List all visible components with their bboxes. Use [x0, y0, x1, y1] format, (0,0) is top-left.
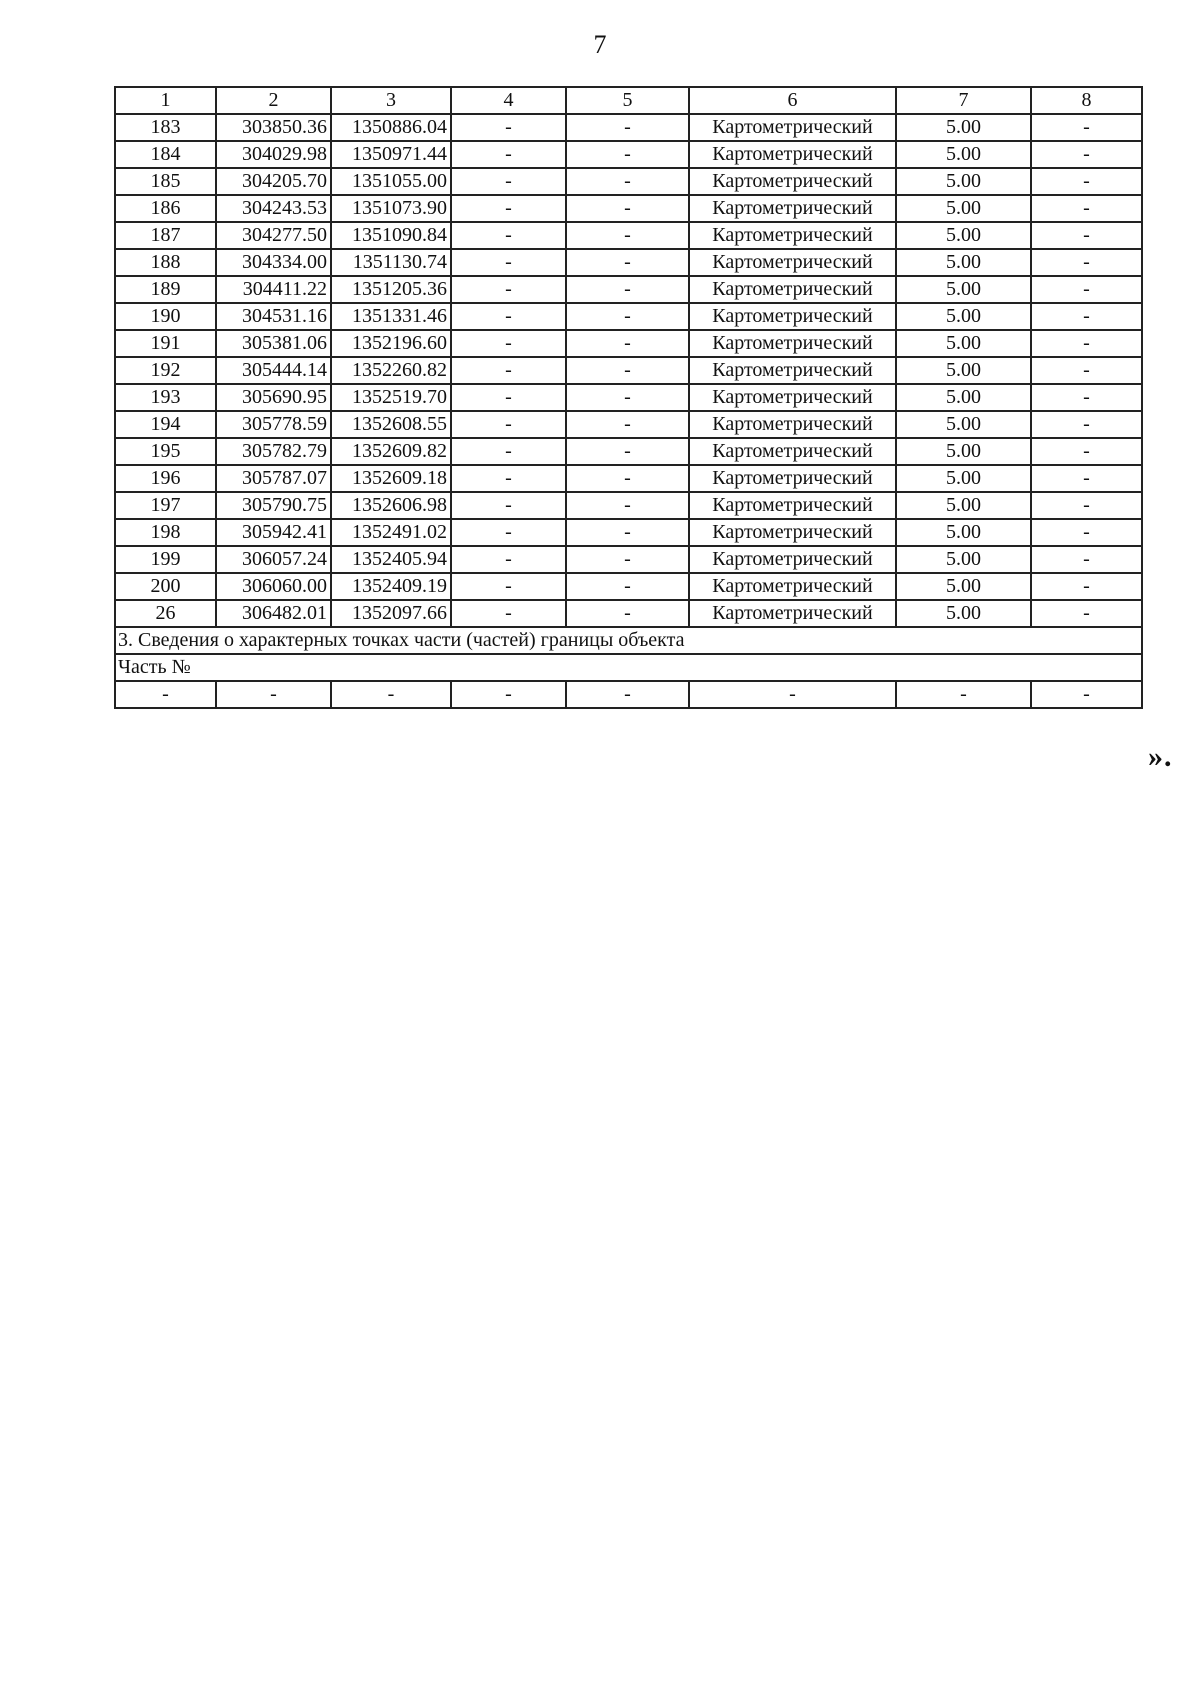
table-cell: - — [451, 681, 566, 708]
table-cell: 5.00 — [896, 114, 1031, 141]
column-header: 1 — [115, 87, 216, 114]
table-cell: 1351073.90 — [331, 195, 451, 222]
table-cell: - — [1031, 357, 1142, 384]
table-cell: 198 — [115, 519, 216, 546]
table-cell: 305782.79 — [216, 438, 331, 465]
table-cell: 5.00 — [896, 384, 1031, 411]
table-cell: 185 — [115, 168, 216, 195]
table-row — [115, 465, 1142, 492]
table-cell: Картометрический — [689, 249, 896, 276]
table-cell: 303850.36 — [216, 114, 331, 141]
table-cell: 5.00 — [896, 519, 1031, 546]
table-cell: - — [451, 222, 566, 249]
table-cell: Картометрический — [689, 330, 896, 357]
table-cell: - — [1031, 276, 1142, 303]
table-cell: 192 — [115, 357, 216, 384]
table-cell: - — [451, 195, 566, 222]
column-header: 6 — [689, 87, 896, 114]
table-row — [115, 222, 1142, 249]
table-cell: - — [566, 141, 689, 168]
table-cell: 5.00 — [896, 411, 1031, 438]
table-cell: 5.00 — [896, 330, 1031, 357]
table-row — [115, 546, 1142, 573]
table-row — [115, 411, 1142, 438]
table-cell: 304205.70 — [216, 168, 331, 195]
table-cell: 188 — [115, 249, 216, 276]
table-cell: - — [1031, 141, 1142, 168]
table-cell: - — [566, 303, 689, 330]
table-cell: 194 — [115, 411, 216, 438]
table-cell: 304411.22 — [216, 276, 331, 303]
table-cell: - — [566, 249, 689, 276]
coordinates-table — [114, 86, 1143, 709]
table-cell: Картометрический — [689, 492, 896, 519]
table-cell: 5.00 — [896, 465, 1031, 492]
table-cell: - — [566, 384, 689, 411]
table-row — [115, 492, 1142, 519]
table-cell: 186 — [115, 195, 216, 222]
table-cell: 189 — [115, 276, 216, 303]
table-cell: 5.00 — [896, 222, 1031, 249]
table-cell: - — [1031, 681, 1142, 708]
table-cell: 305790.75 — [216, 492, 331, 519]
table-cell: Картометрический — [689, 546, 896, 573]
table-cell: Картометрический — [689, 465, 896, 492]
table-cell: - — [451, 492, 566, 519]
table-cell: - — [451, 249, 566, 276]
table-cell: 305942.41 — [216, 519, 331, 546]
table-cell: - — [451, 303, 566, 330]
table-cell: 1352606.98 — [331, 492, 451, 519]
section-title: 3. Сведения о характерных точках части (частей) границы объекта — [115, 627, 1142, 654]
table-cell: - — [1031, 195, 1142, 222]
table-cell: 5.00 — [896, 195, 1031, 222]
table-cell: 5.00 — [896, 600, 1031, 627]
table-cell: Картометрический — [689, 141, 896, 168]
table-cell: - — [1031, 222, 1142, 249]
table-cell: - — [1031, 411, 1142, 438]
table-cell: - — [1031, 438, 1142, 465]
table-cell: - — [566, 600, 689, 627]
table-cell: - — [451, 384, 566, 411]
table-cell: 304334.00 — [216, 249, 331, 276]
table-cell: 5.00 — [896, 438, 1031, 465]
table-cell: 5.00 — [896, 249, 1031, 276]
table-cell: - — [566, 330, 689, 357]
table-cell: 5.00 — [896, 276, 1031, 303]
table-cell: 196 — [115, 465, 216, 492]
part-label-row — [115, 654, 1142, 681]
table-header-row — [115, 87, 1142, 114]
table-cell: - — [566, 411, 689, 438]
table-cell: - — [566, 357, 689, 384]
table-cell: Картометрический — [689, 519, 896, 546]
table-cell: - — [451, 168, 566, 195]
table-cell: 5.00 — [896, 573, 1031, 600]
table-cell: 306482.01 — [216, 600, 331, 627]
table-cell: - — [566, 573, 689, 600]
table-cell: 1352519.70 — [331, 384, 451, 411]
table-cell: - — [451, 519, 566, 546]
table-cell: 5.00 — [896, 141, 1031, 168]
table-cell: 304029.98 — [216, 141, 331, 168]
table-row — [115, 438, 1142, 465]
table-cell: - — [1031, 465, 1142, 492]
table-cell: Картометрический — [689, 114, 896, 141]
part-label: Часть № — [115, 654, 1142, 681]
table-row — [115, 519, 1142, 546]
table-cell: 304531.16 — [216, 303, 331, 330]
table-cell: 1352609.82 — [331, 438, 451, 465]
table-cell: 5.00 — [896, 492, 1031, 519]
table-cell: - — [1031, 249, 1142, 276]
table-cell: Картометрический — [689, 276, 896, 303]
table-cell: 190 — [115, 303, 216, 330]
table-cell: 197 — [115, 492, 216, 519]
table-cell: Картометрический — [689, 303, 896, 330]
table-row — [115, 573, 1142, 600]
table-cell: - — [451, 411, 566, 438]
empty-part-row — [115, 681, 1142, 708]
table-cell: 305381.06 — [216, 330, 331, 357]
section-title-row — [115, 627, 1142, 654]
table-row — [115, 330, 1142, 357]
table-row — [115, 114, 1142, 141]
table-cell: 1352260.82 — [331, 357, 451, 384]
table-cell: - — [566, 276, 689, 303]
column-header: 5 — [566, 87, 689, 114]
column-header: 8 — [1031, 87, 1142, 114]
table-cell: - — [1031, 330, 1142, 357]
table-cell: - — [451, 357, 566, 384]
table-cell: 1352609.18 — [331, 465, 451, 492]
table-row — [115, 195, 1142, 222]
column-header: 2 — [216, 87, 331, 114]
table-cell: - — [566, 492, 689, 519]
table-cell: - — [1031, 519, 1142, 546]
table-cell: 200 — [115, 573, 216, 600]
table-cell: - — [1031, 600, 1142, 627]
table-row — [115, 303, 1142, 330]
table-cell: - — [566, 681, 689, 708]
table-cell: - — [451, 465, 566, 492]
table-cell: 1350971.44 — [331, 141, 451, 168]
column-header: 3 — [331, 87, 451, 114]
table-cell: - — [451, 114, 566, 141]
table-cell: - — [216, 681, 331, 708]
table-cell: 1352097.66 — [331, 600, 451, 627]
table-cell: Картометрический — [689, 195, 896, 222]
table-cell: - — [566, 465, 689, 492]
table-row — [115, 384, 1142, 411]
table-cell: - — [451, 546, 566, 573]
table-cell: - — [451, 276, 566, 303]
table-cell: 5.00 — [896, 357, 1031, 384]
table-cell: - — [566, 195, 689, 222]
table-cell: 199 — [115, 546, 216, 573]
table-cell: 304277.50 — [216, 222, 331, 249]
table-cell: 305690.95 — [216, 384, 331, 411]
table-cell: - — [1031, 303, 1142, 330]
table-cell: - — [1031, 168, 1142, 195]
table-cell: 1352409.19 — [331, 573, 451, 600]
table-cell: - — [1031, 492, 1142, 519]
closing-quote-mark: ». — [1148, 740, 1173, 773]
table-cell: - — [451, 573, 566, 600]
table-cell: 306057.24 — [216, 546, 331, 573]
table-cell: - — [1031, 114, 1142, 141]
table-cell: 26 — [115, 600, 216, 627]
page-number: 7 — [593, 30, 607, 59]
table-cell: 5.00 — [896, 546, 1031, 573]
table-cell: 1351331.46 — [331, 303, 451, 330]
table-cell: 306060.00 — [216, 573, 331, 600]
table-cell: - — [566, 438, 689, 465]
table-cell: Картометрический — [689, 411, 896, 438]
table-cell: - — [896, 681, 1031, 708]
table-cell: - — [566, 222, 689, 249]
table-cell: - — [451, 330, 566, 357]
table-cell: - — [566, 519, 689, 546]
table-cell: 184 — [115, 141, 216, 168]
table-cell: 1351205.36 — [331, 276, 451, 303]
table-cell: - — [566, 546, 689, 573]
table-row — [115, 600, 1142, 627]
table-cell: - — [1031, 573, 1142, 600]
table-cell: Картометрический — [689, 438, 896, 465]
table-cell: 1352196.60 — [331, 330, 451, 357]
table-cell: - — [1031, 384, 1142, 411]
table-cell: 1352491.02 — [331, 519, 451, 546]
table-cell: 305444.14 — [216, 357, 331, 384]
table-row — [115, 141, 1142, 168]
table-cell: 1352405.94 — [331, 546, 451, 573]
table-cell: Картометрический — [689, 573, 896, 600]
table-cell: 1351090.84 — [331, 222, 451, 249]
table-body — [115, 87, 1142, 708]
table-cell: 5.00 — [896, 168, 1031, 195]
table-cell: 191 — [115, 330, 216, 357]
table-cell: - — [115, 681, 216, 708]
table-row — [115, 276, 1142, 303]
table-cell: Картометрический — [689, 357, 896, 384]
table-cell: 183 — [115, 114, 216, 141]
table-cell: - — [566, 114, 689, 141]
table-cell: - — [331, 681, 451, 708]
table-cell: 305787.07 — [216, 465, 331, 492]
table-cell: - — [451, 600, 566, 627]
table-cell: 193 — [115, 384, 216, 411]
table-cell: 1351055.00 — [331, 168, 451, 195]
column-header: 7 — [896, 87, 1031, 114]
table-cell: 195 — [115, 438, 216, 465]
table-row — [115, 357, 1142, 384]
table-cell: - — [1031, 546, 1142, 573]
table-cell: 5.00 — [896, 303, 1031, 330]
table-cell: 305778.59 — [216, 411, 331, 438]
coordinates-table-container — [114, 86, 1143, 709]
table-cell: 187 — [115, 222, 216, 249]
table-cell: 1351130.74 — [331, 249, 451, 276]
table-cell: Картометрический — [689, 600, 896, 627]
table-cell: 304243.53 — [216, 195, 331, 222]
table-cell: 1352608.55 — [331, 411, 451, 438]
table-cell: - — [566, 168, 689, 195]
table-cell: - — [451, 438, 566, 465]
table-cell: Картометрический — [689, 384, 896, 411]
column-header: 4 — [451, 87, 566, 114]
table-cell: - — [689, 681, 896, 708]
table-cell: - — [451, 141, 566, 168]
table-cell: Картометрический — [689, 168, 896, 195]
table-row — [115, 249, 1142, 276]
table-cell: Картометрический — [689, 222, 896, 249]
table-cell: 1350886.04 — [331, 114, 451, 141]
table-row — [115, 168, 1142, 195]
